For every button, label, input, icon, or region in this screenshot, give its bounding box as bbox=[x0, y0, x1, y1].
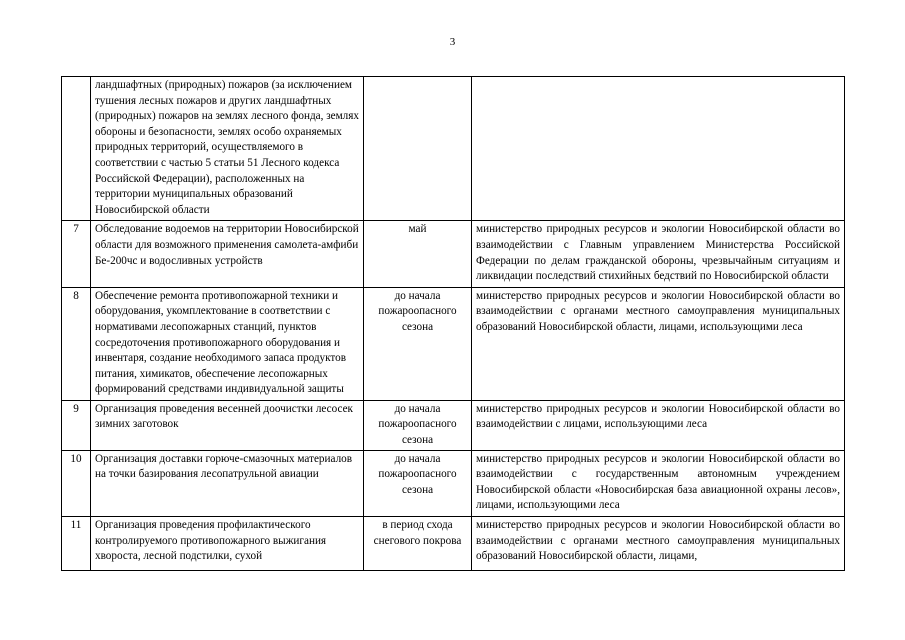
measure-responsible: министерство природных ресурсов и экологии Новосибирской области во взаимодействии с органами местного самоуправления муниципальных образований Новосибирской области, лицами, использующими леса bbox=[472, 287, 845, 400]
measure-text: Обследование водоемов на территории Новосибирской области для возможного применения самолета-амфиби Бе-200чс и водосливных устройств bbox=[91, 221, 364, 287]
measure-text: Организация доставки горюче-смазочных материалов на точки базирования лесопатрульной авиации bbox=[91, 450, 364, 516]
table-row bbox=[62, 77, 845, 221]
measure-responsible bbox=[472, 77, 845, 221]
table-row bbox=[62, 221, 845, 287]
measure-text: Обеспечение ремонта противопожарной техники и оборудования, укомплектование в соответствии с нормативами лесопожарных станций, пунктов сосредоточения противопожарного оборудования и инвентаря, создание необходимого запаса продуктов питания, химикатов, обеспечение лесопожарных формирований средствами индивидуальной защиты bbox=[91, 287, 364, 400]
row-number: 7 bbox=[62, 221, 91, 287]
measures-table bbox=[61, 76, 845, 571]
row-number: 8 bbox=[62, 287, 91, 400]
measure-term: до начала пожароопасного сезона bbox=[364, 450, 472, 516]
table-row bbox=[62, 400, 845, 450]
measure-term: май bbox=[364, 221, 472, 287]
table-row bbox=[62, 450, 845, 516]
row-number: 11 bbox=[62, 517, 91, 571]
measure-responsible: министерство природных ресурсов и экологии Новосибирской области во взаимодействии с государственным автономным учреждением Новосибирской области «Новосибирская база авиационной охраны лесов», лицами, использующими леса bbox=[472, 450, 845, 516]
measure-responsible: министерство природных ресурсов и экологии Новосибирской области во взаимодействии с Главным управлением Министерства Российской Федерации по делам гражданской обороны, чрезвычайным ситуациям и ликвидации последствий стихийных бедствий по Новосибирской области bbox=[472, 221, 845, 287]
measure-responsible: министерство природных ресурсов и экологии Новосибирской области во взаимодействии с лицами, использующими леса bbox=[472, 400, 845, 450]
row-number bbox=[62, 77, 91, 221]
measure-responsible: министерство природных ресурсов и экологии Новосибирской области во взаимодействии с органами местного самоуправления муниципальных образований Новосибирской области, лицами, bbox=[472, 517, 845, 571]
measure-term: до начала пожароопасного сезона bbox=[364, 400, 472, 450]
table-row bbox=[62, 517, 845, 571]
measure-term: в период схода снегового покрова bbox=[364, 517, 472, 571]
measure-term: до начала пожароопасного сезона bbox=[364, 287, 472, 400]
row-number: 10 bbox=[62, 450, 91, 516]
measure-text: Организация проведения весенней доочистки лесосек зимних заготовок bbox=[91, 400, 364, 450]
row-number: 9 bbox=[62, 400, 91, 450]
table-row bbox=[62, 287, 845, 400]
page-number: 3 bbox=[449, 36, 456, 48]
measure-term bbox=[364, 77, 472, 221]
measure-text: ландшафтных (природных) пожаров (за исключением тушения лесных пожаров и других ландшафтных (природных) пожаров на землях лесного фонда, землях обороны и безопасности, землях особо охраняемых природных территорий, осуществляемого в соответствии с частью 5 статьи 51 Лесного кодекса Российской Федерации), расположенных на территории муниципальных образований Новосибирской области bbox=[91, 77, 364, 221]
measure-text: Организация проведения профилактического контролируемого противопожарного выжигания хвороста, лесной подстилки, сухой bbox=[91, 517, 364, 571]
